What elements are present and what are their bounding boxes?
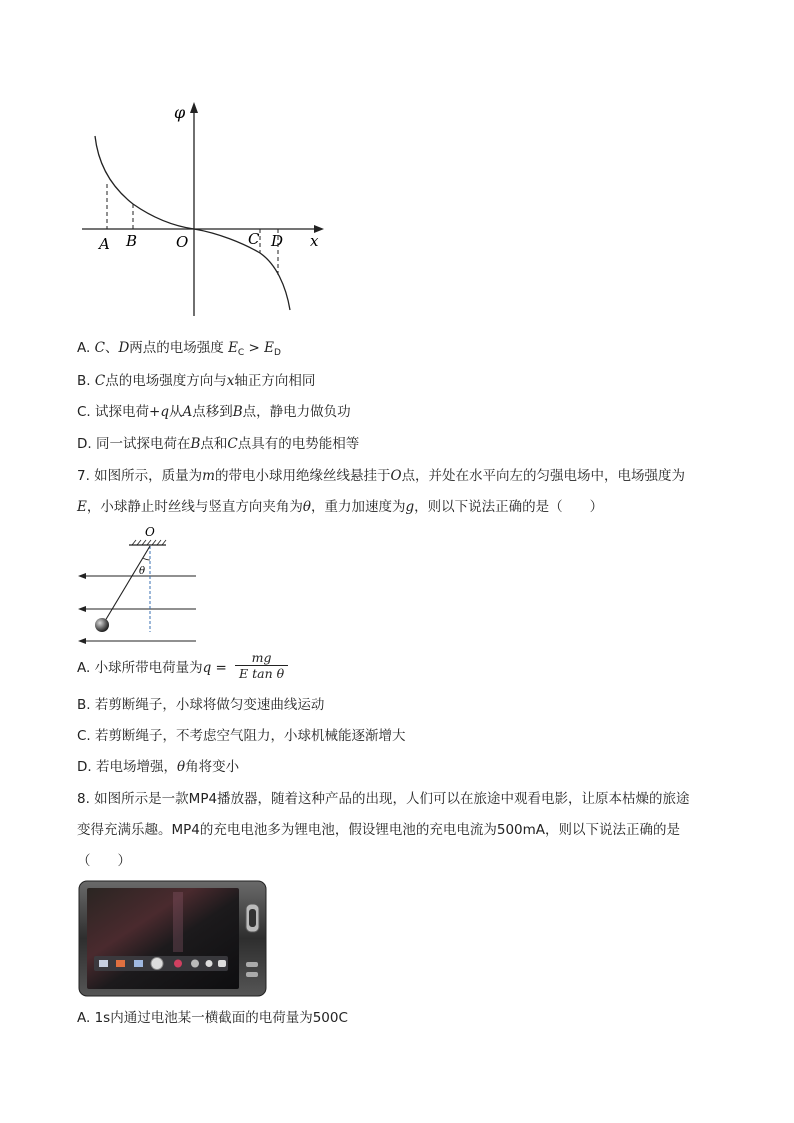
q7-stem-line2: E，小球静止时丝线与竖直方向夹角为θ，重力加速度为g，则以下说法正确的是（ ） <box>77 499 604 515</box>
q8-option-a: A. 1s内通过电池某一横截面的电荷量为500C <box>77 1010 348 1026</box>
message-icon <box>116 960 125 967</box>
pivot-label: O <box>145 525 155 539</box>
point-label-B: B <box>126 232 138 250</box>
sun-icon <box>206 960 213 967</box>
color-wheel-icon <box>174 960 182 968</box>
q8-stem-line3: （ ） <box>77 853 131 869</box>
mp4-player-image <box>78 880 268 998</box>
side-button-1 <box>246 962 258 967</box>
q7-stem-line1: 7. 如图所示，质量为m的带电小球用绝缘丝线悬挂于O点，并处在水平向左的匀强电场中，电场强度为 <box>77 468 686 484</box>
q8-stem-line2: 变得充满乐趣。MP4的充电电池多为锂电池，假设锂电池的充电电流为500mA，则以下说法正确的是 <box>77 822 681 838</box>
q7-option-d: D. 若电场增强，θ角将变小 <box>77 759 240 775</box>
phi-x-graph <box>78 98 338 323</box>
side-button-2 <box>246 972 258 977</box>
q7-option-c: C. 若剪断绳子，不考虑空气阻力，小球机械能逐渐增大 <box>77 728 406 744</box>
string <box>105 546 150 621</box>
q6-option-b: B. C点的电场强度方向与x轴正方向相同 <box>77 373 316 389</box>
gamepad-icon <box>218 960 226 967</box>
field-arrow-3 <box>78 638 86 644</box>
side-control-inner <box>249 909 256 927</box>
charged-ball <box>95 618 109 632</box>
angle-label: θ <box>139 566 146 577</box>
gear-icon <box>191 960 199 968</box>
charge-fraction <box>235 650 288 681</box>
q7-option-b: B. 若剪断绳子，小球将做匀变速曲线运动 <box>77 697 325 713</box>
phi-curve-left <box>95 136 194 229</box>
q6-option-d: D. 同一试探电荷在B点和C点具有的电势能相等 <box>77 436 360 452</box>
y-axis-arrow <box>190 102 198 113</box>
y-axis-label: φ <box>174 103 186 122</box>
angle-arc <box>143 558 150 560</box>
point-label-C: C <box>248 230 260 248</box>
field-arrow-1 <box>78 573 86 579</box>
point-label-D: D <box>271 232 284 250</box>
q8-stem-line1: 8. 如图所示是一款MP4播放器，随着这种产品的出现，人们可以在旅途中观看电影，让原本枯燥的旅途 <box>77 791 690 807</box>
photo-icon <box>134 960 143 967</box>
q7-option-a: A. 小球所带电荷量为q = <box>77 660 227 676</box>
q6-option-a: A. C、D两点的电场强度 $E_C > E_D$ <box>77 340 281 358</box>
origin-label: O <box>176 233 189 251</box>
q6-option-c: C. 试探电荷+q从A点移到B点，静电力做负功 <box>77 404 351 420</box>
x-axis-label: x <box>310 232 319 250</box>
player-screen <box>87 888 239 989</box>
point-label-A: A <box>99 235 110 253</box>
pendulum-figure <box>76 524 201 648</box>
field-arrow-2 <box>78 606 86 612</box>
fraction-numerator: mg <box>251 650 272 665</box>
ceiling-hatch <box>132 540 166 545</box>
settings-center-icon <box>151 958 163 970</box>
fraction-denominator: E tan θ <box>239 666 285 681</box>
folder-icon <box>99 960 108 967</box>
screen-light-streak <box>173 892 183 952</box>
